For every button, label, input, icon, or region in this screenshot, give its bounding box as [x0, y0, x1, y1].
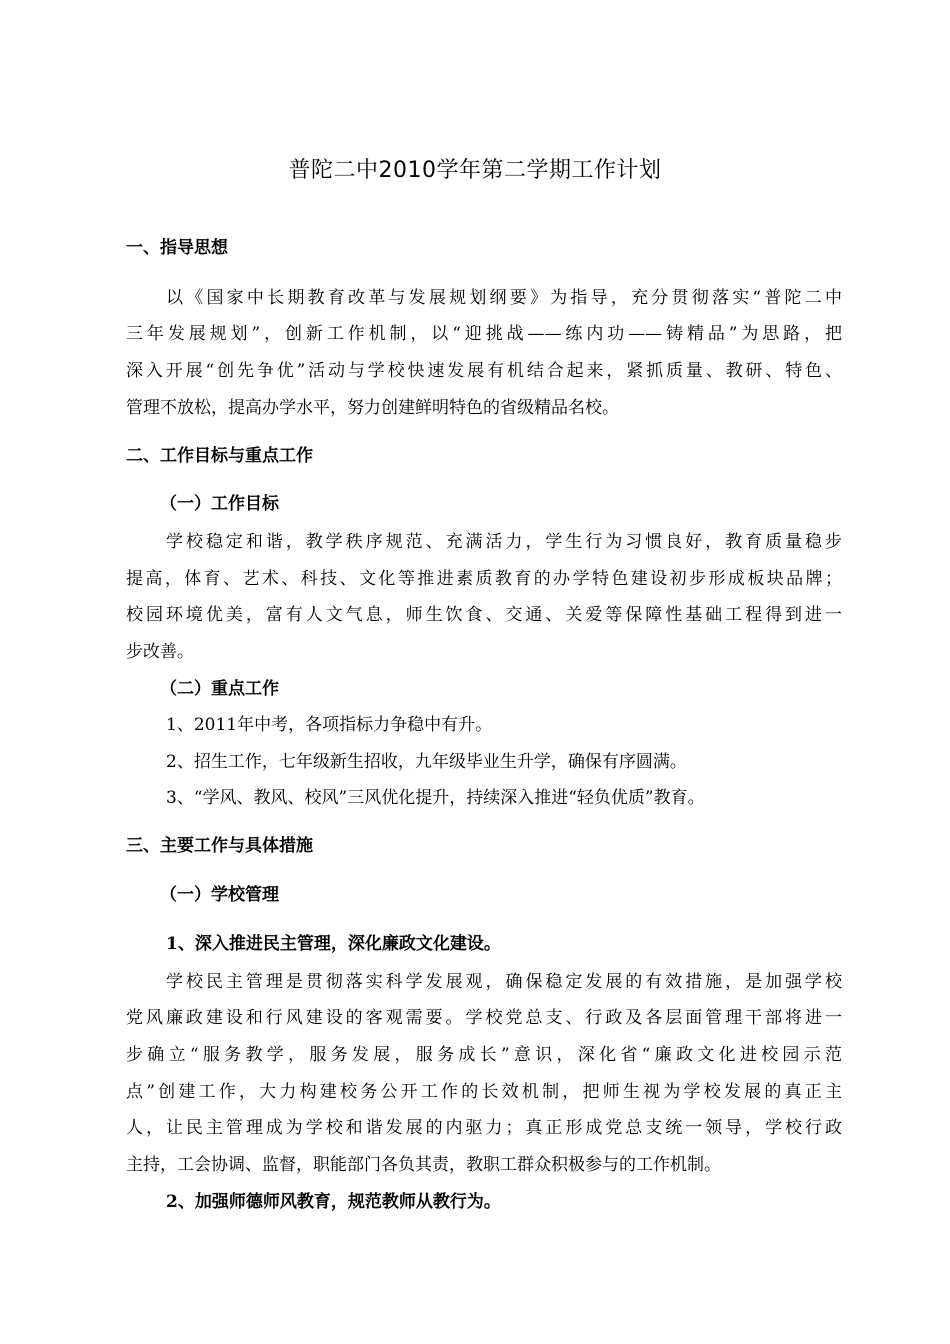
paragraph-line: 党风廉政建设和行风建设的客观需要。学校党总支、行政及各层面管理干部将进一	[126, 1008, 842, 1028]
paragraph-line: 深入开展“创先争优”活动与学校快速发展有机结合起来，紧抓质量、教研、特色、	[126, 361, 842, 381]
paragraph-line: 步确立“服务教学，服务发展，服务成长”意识，深化省“廉政文化进校园示范	[126, 1045, 842, 1065]
section-heading-guiding-ideology: 一、指导思想	[126, 238, 228, 258]
paragraph-line: 管理不放松，提高办学水平，努力创建鲜明特色的省级精品名校。	[126, 398, 619, 418]
subsection-heading-work-goals: （一）工作目标	[160, 494, 279, 514]
paragraph-line: 学校民主管理是贯彻落实科学发展观，确保稳定发展的有效措施，是加强学校	[166, 972, 842, 992]
section-heading-goals: 二、工作目标与重点工作	[126, 446, 313, 466]
paragraph-line: 人，让民主管理成为学校和谐发展的内驱力；真正形成党总支统一领导，学校行政	[126, 1118, 842, 1138]
paragraph-line: 提高，体育、艺术、科技、文化等推进素质教育的办学特色建设初步形成板块品牌；	[126, 569, 842, 589]
paragraph-line: 步改善。	[126, 642, 194, 662]
point-heading-teacher-ethics: 2、加强师德师风教育，规范教师从教行为。	[166, 1192, 501, 1212]
subsection-heading-key-work: （二）重点工作	[160, 679, 279, 699]
list-item: 2、招生工作，七年级新生招收，九年级毕业生升学，确保有序圆满。	[166, 752, 687, 772]
point-heading-democratic-management: 1、深入推进民主管理，深化廉政文化建设。	[166, 934, 501, 954]
paragraph-line: 学校稳定和谐，教学秩序规范、充满活力，学生行为习惯良好，教育质量稳步	[166, 532, 842, 552]
subsection-heading-school-management: （一）学校管理	[160, 885, 279, 905]
document-title: 普陀二中2010学年第二学期工作计划	[288, 158, 662, 183]
section-heading-measures: 三、主要工作与具体措施	[126, 836, 313, 856]
list-item: 1、2011年中考，各项指标力争稳中有升。	[166, 715, 493, 735]
paragraph-line: 三年发展规划”，创新工作机制，以“迎挑战——练内功——铸精品”为思路，把	[126, 324, 842, 344]
paragraph-line: 校园环境优美，富有人文气息，师生饮食、交通、关爱等保障性基础工程得到进一	[126, 605, 842, 625]
paragraph-line: 主持，工会协调、监督，职能部门各负其责，教职工群众积极参与的工作机制。	[126, 1155, 721, 1175]
paragraph-line: 点”创建工作，大力构建校务公开工作的长效机制，把师生视为学校发展的真正主	[126, 1082, 842, 1102]
paragraph-line: 以《国家中长期教育改革与发展规划纲要》为指导，充分贯彻落实“普陀二中	[166, 288, 842, 308]
list-item: 3、“学风、教风、校风”三风优化提升，持续深入推进“轻负优质”教育。	[166, 788, 705, 808]
